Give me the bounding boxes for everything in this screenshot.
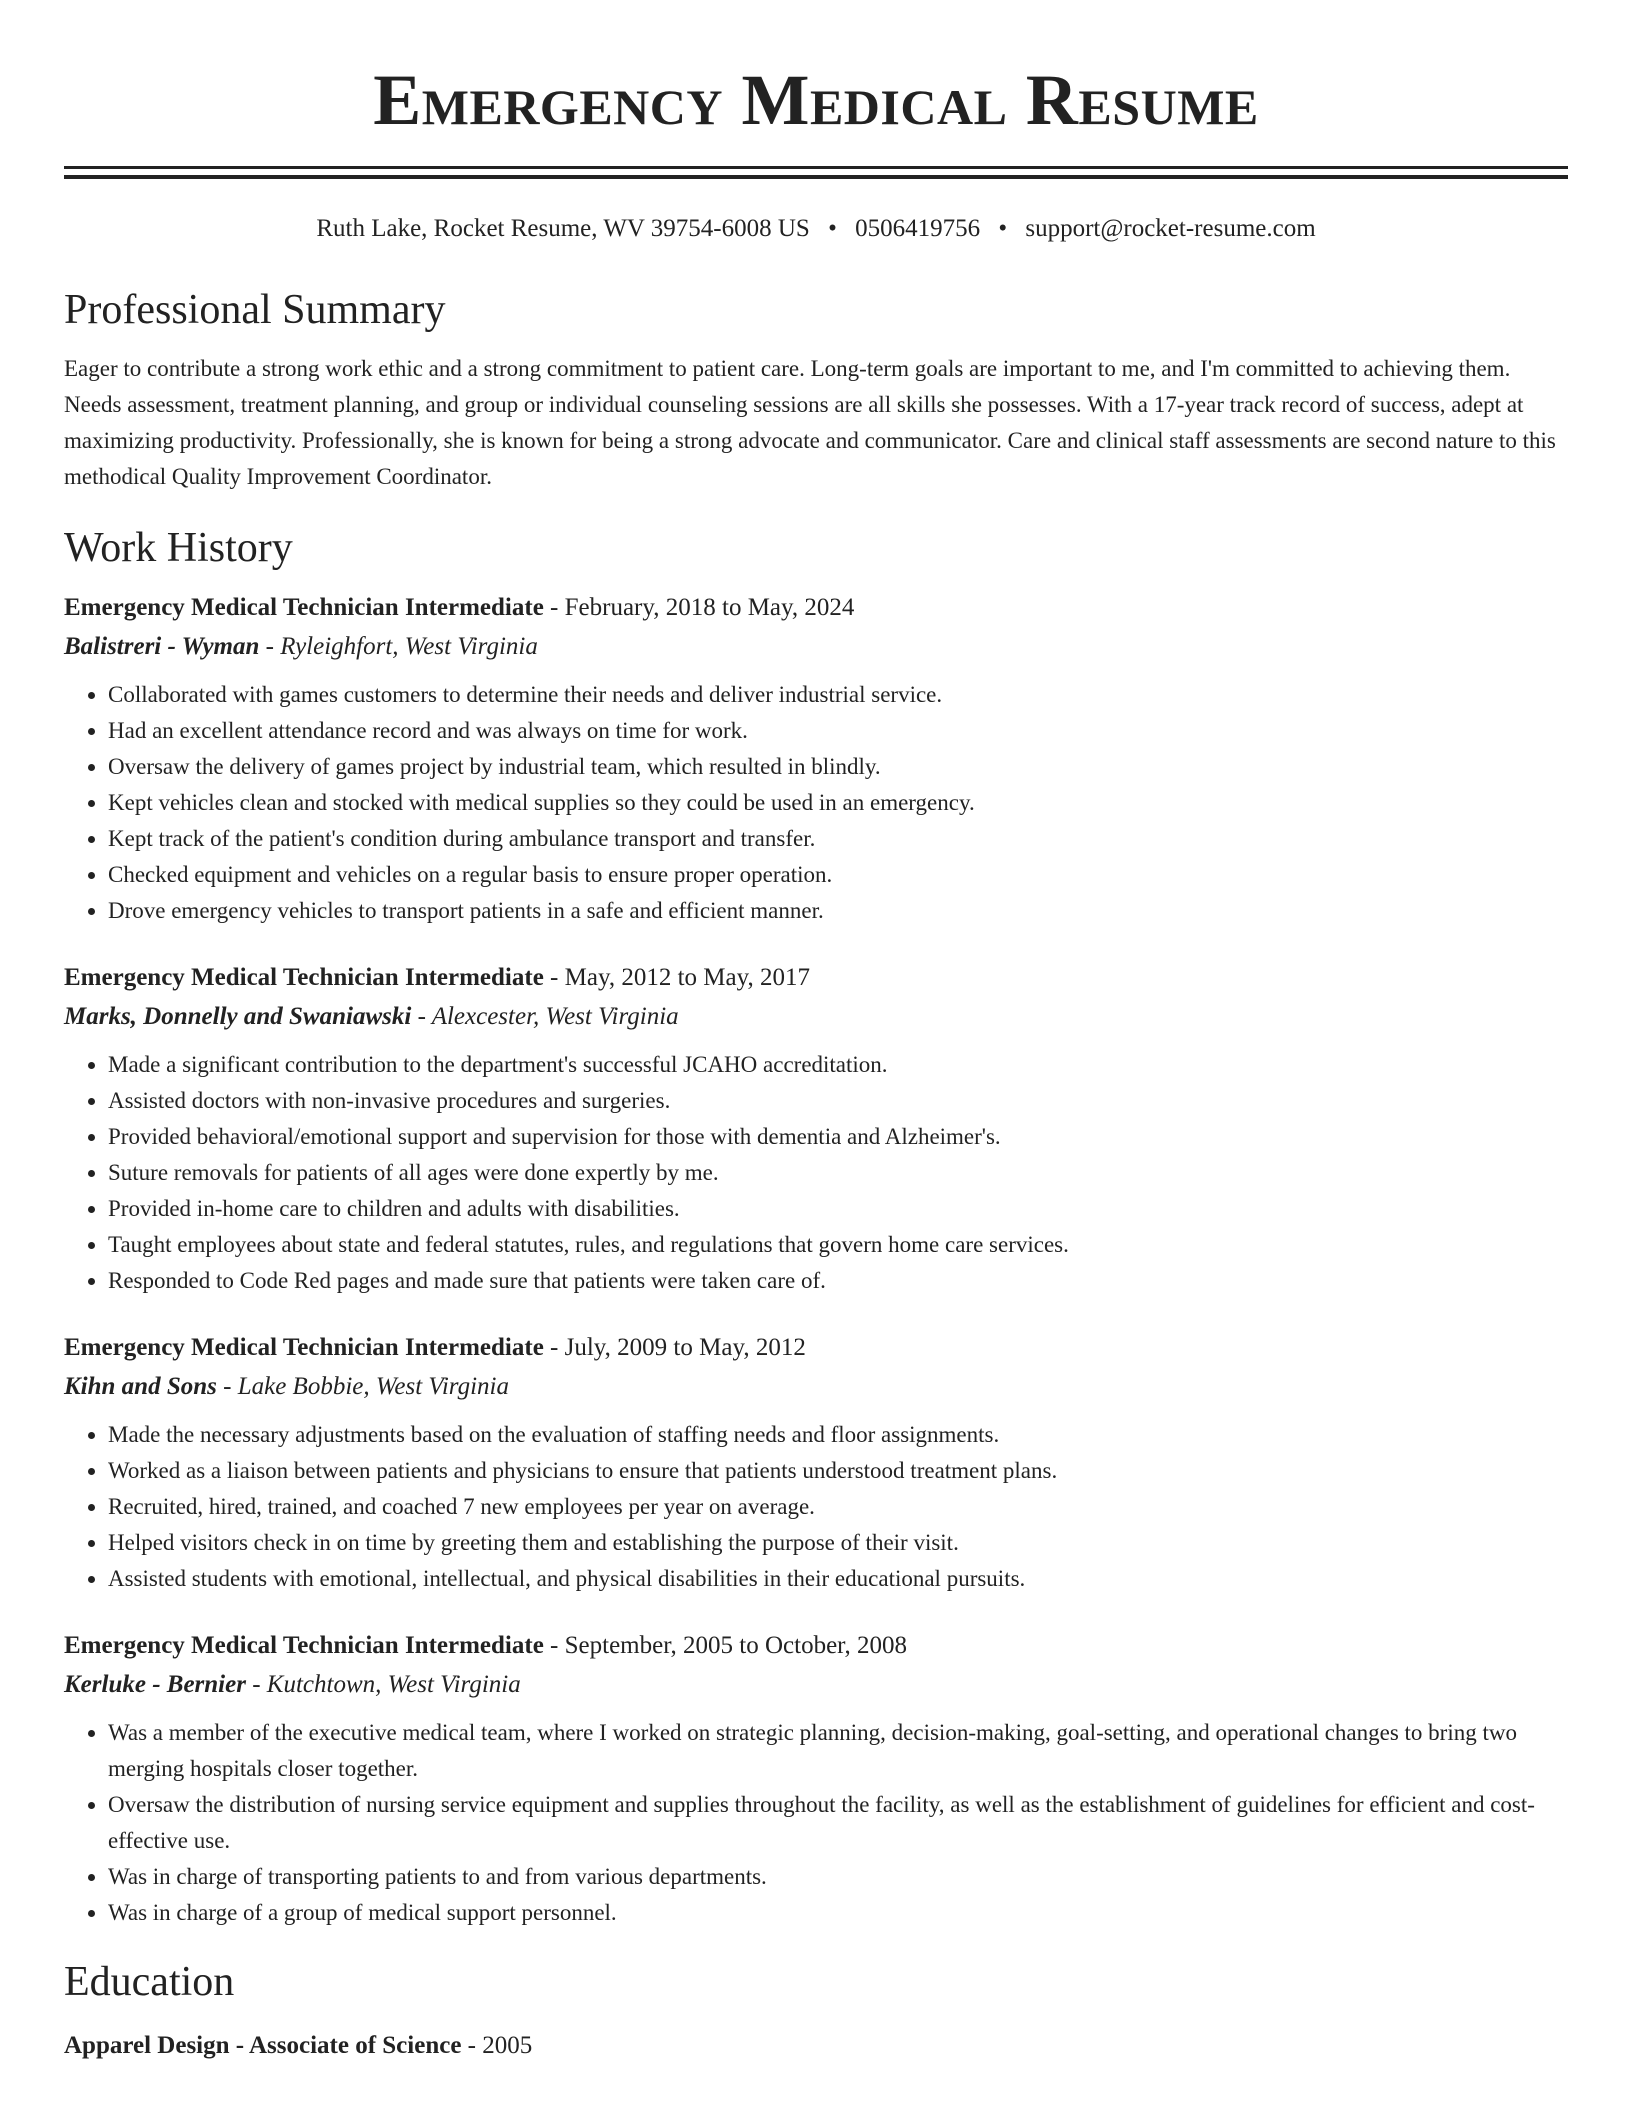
list-item: • Suture removals for patients of all ages were done expertly by me. (108, 1155, 1568, 1191)
list-item: • Assisted doctors with non-invasive procedures and surgeries. (108, 1083, 1568, 1119)
list-item: • Provided in-home care to children and adults with disabilities. (108, 1191, 1568, 1227)
resume-page (64, 0, 1568, 2065)
list-item: • Made the necessary adjustments based on the evaluation of staffing needs and floor assignments. (108, 1417, 1568, 1453)
contact-separator: • (998, 215, 1008, 242)
list-item: • Provided behavioral/emotional support and supervision for those with dementia and Alzheimer's. (108, 1119, 1568, 1155)
job-dates: - September, 2005 to October, 2008 (543, 1632, 907, 1659)
list-item: • Was in charge of a group of medical support personnel. (108, 1895, 1568, 1931)
job-duties-list (64, 1047, 1568, 1299)
contact-email: support@rocket-resume.com (1025, 215, 1316, 242)
work-history-list (64, 589, 1568, 1931)
company-name: Kerluke - Bernier (64, 1671, 246, 1698)
list-item: • Helped visitors check in on time by greeting them and establishing the purpose of their visit. (108, 1525, 1568, 1561)
summary-text: Eager to contribute a strong work ethic and a strong commitment to patient care. Long-term goals are important to me, and I'm committed to achieving them. Needs assessment, treatment planning, and group or individual counseling sessions are all skills she possesses. With a 17-year track record of success, adept at maximizing productivity. Professionally, she is known for being a strong advocate and communicator. Care and clinical staff assessments are second nature to this methodical Quality Improvement Coordinator. (64, 356, 1556, 489)
list-item: • Drove emergency vehicles to transport patients in a safe and efficient manner. (108, 893, 1568, 929)
education-degree: Apparel Design - Associate of Science (64, 2032, 462, 2059)
list-item: • Had an excellent attendance record and was always on time for work. (108, 713, 1568, 749)
list-item: • Kept track of the patient's condition during ambulance transport and transfer. (108, 821, 1568, 857)
contact-separator: • (828, 215, 837, 242)
job-title-line (64, 1329, 1568, 1367)
job-entry (64, 959, 1568, 1299)
list-item: • Assisted students with emotional, intellectual, and physical disabilities in their educational pursuits. (108, 1561, 1568, 1597)
education-heading: Education (64, 1959, 235, 2005)
company-location: - Kutchtown, West Virginia (245, 1671, 521, 1698)
list-item: • Oversaw the distribution of nursing service equipment and supplies throughout the facility, as well as the establishment of guidelines for efficient and cost-effective use. (108, 1787, 1568, 1859)
title-rule-bottom (64, 175, 1568, 179)
job-title: Emergency Medical Technician Intermediate (64, 594, 544, 621)
list-item: • Recruited, hired, trained, and coached 7 new employees per year on average. (108, 1489, 1568, 1525)
company-line (64, 627, 1568, 667)
job-title-line (64, 589, 1568, 627)
job-duties-list (64, 677, 1568, 929)
company-line (64, 997, 1568, 1037)
job-dates: - February, 2018 to May, 2024 (543, 594, 855, 621)
job-title: Emergency Medical Technician Intermediate (64, 964, 544, 991)
list-item: • Worked as a liaison between patients and physicians to ensure that patients understood treatment plans. (108, 1453, 1568, 1489)
company-location: - Lake Bobbie, West Virginia (216, 1373, 509, 1400)
company-line (64, 1367, 1568, 1407)
list-item: • Was a member of the executive medical team, where I worked on strategic planning, decision-making, goal-setting, and operational changes to bring two merging hospitals closer together. (108, 1715, 1568, 1787)
list-item: • Taught employees about state and federal statutes, rules, and regulations that govern home care services. (108, 1227, 1568, 1263)
job-title-line (64, 1627, 1568, 1665)
company-name: Marks, Donnelly and Swaniawski (64, 1003, 412, 1030)
job-title: Emergency Medical Technician Intermediate (64, 1632, 544, 1659)
job-dates: - May, 2012 to May, 2017 (543, 964, 810, 991)
education-year: - 2005 (461, 2032, 533, 2059)
company-location: - Ryleighfort, West Virginia (259, 633, 538, 660)
list-item: • Checked equipment and vehicles on a regular basis to ensure proper operation. (108, 857, 1568, 893)
list-item: • Made a significant contribution to the department's successful JCAHO accreditation. (108, 1047, 1568, 1083)
job-duties-list (64, 1715, 1568, 1931)
job-dates: - July, 2009 to May, 2012 (543, 1334, 806, 1361)
title-rule-top (64, 166, 1568, 169)
company-name: Balistreri - Wyman (64, 633, 260, 660)
contact-line (64, 213, 1568, 245)
contact-phone: 0506419756 (855, 215, 981, 242)
company-name: Kihn and Sons (64, 1373, 217, 1400)
company-location: - Alexcester, West Virginia (411, 1003, 679, 1030)
contact-address: Ruth Lake, Rocket Resume, WV 39754-6008 US (316, 215, 810, 242)
job-entry (64, 589, 1568, 929)
job-title-line (64, 959, 1568, 997)
list-item: • Oversaw the delivery of games project by industrial team, which resulted in blindly. (108, 749, 1568, 785)
list-item: • Responded to Code Red pages and made sure that patients were taken care of. (108, 1263, 1568, 1299)
list-item: • Was in charge of transporting patients to and from various departments. (108, 1859, 1568, 1895)
list-item: • Kept vehicles clean and stocked with medical supplies so they could be used in an emergency. (108, 785, 1568, 821)
work-history-heading: Work History (64, 525, 293, 571)
list-item: • Collaborated with games customers to determine their needs and deliver industrial service. (108, 677, 1568, 713)
job-entry (64, 1329, 1568, 1597)
company-line (64, 1665, 1568, 1705)
job-entry (64, 1627, 1568, 1931)
education-entry (64, 2027, 1568, 2065)
resume-title: Emergency Medical Resume (373, 60, 1259, 140)
job-duties-list (64, 1417, 1568, 1597)
summary-heading: Professional Summary (64, 287, 446, 333)
job-title: Emergency Medical Technician Intermediate (64, 1334, 544, 1361)
